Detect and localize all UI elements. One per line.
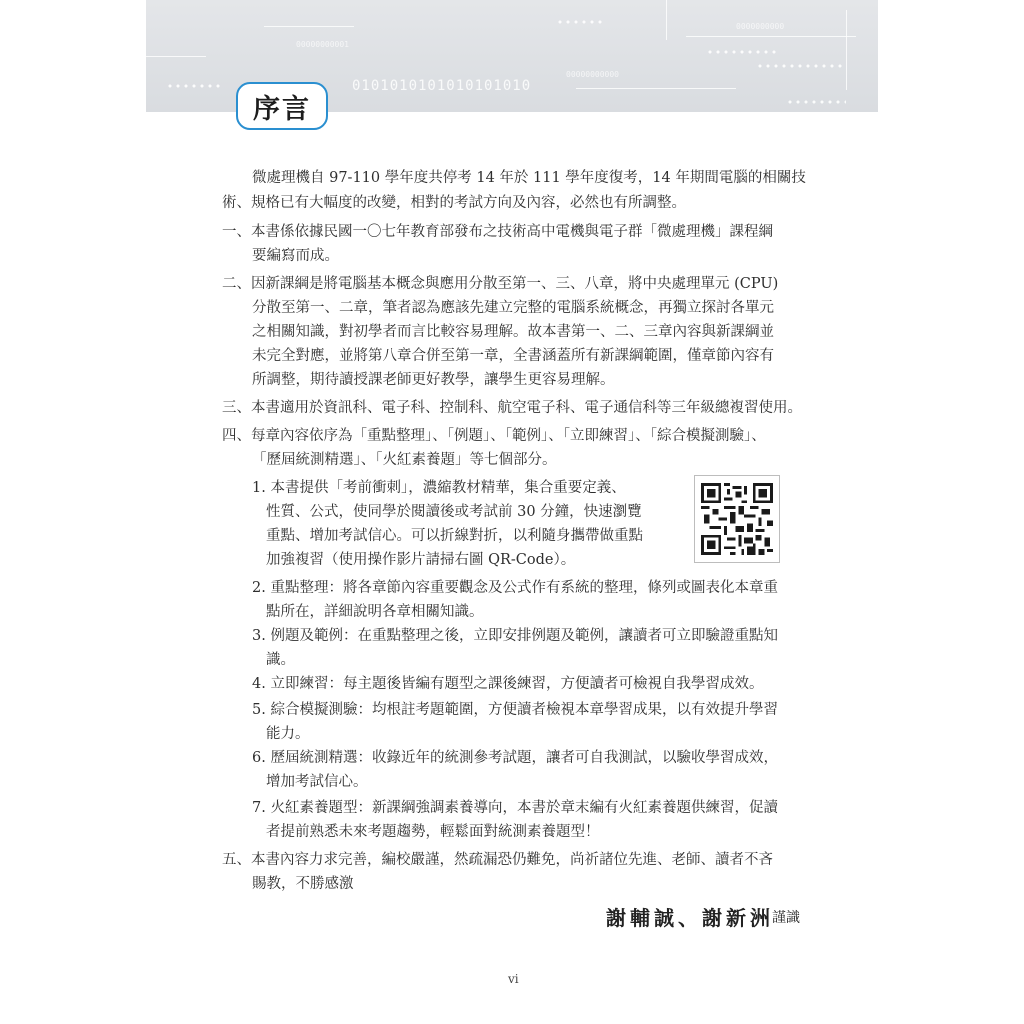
circuit-line: [846, 10, 847, 90]
dot-pattern: [166, 84, 222, 88]
circuit-line: [146, 56, 206, 57]
circuit-line: [264, 26, 354, 27]
dot-pattern: [706, 50, 776, 54]
title-badge: [236, 82, 328, 130]
list-item-line: 一、本書係依據民國一〇七年教育部發布之技術高中電機與電子群「微處理機」課程綱: [222, 224, 773, 240]
list-item-line: 之相關知識，對初學者而言比較容易理解。故本書第一、二、三章內容與新課綱並: [252, 324, 774, 340]
dot-pattern: [756, 64, 846, 68]
sub-item-line: 3. 例題及範例：在重點整理之後，立即安排例題及範例，讓讀者可立即驗證重點知: [252, 628, 778, 644]
sub-item-line: 增加考試信心。: [266, 774, 368, 790]
sub-item-line: 能力。: [266, 726, 310, 742]
dot-pattern: [786, 100, 846, 104]
dot-pattern: [556, 20, 604, 24]
list-item-line: 四、每章內容依序為「重點整理」、「例題」、「範例」、「立即練習」、「綜合模擬測驗」、: [222, 428, 766, 444]
author-signature: 謝輔誠、謝新洲: [606, 906, 774, 930]
binary-decoration: 00000000000: [566, 70, 619, 79]
list-item-line: 要編寫而成。: [252, 248, 339, 264]
sub-item-line: 5. 綜合模擬測驗：均根註考題範圍，方便讀者檢視本章學習成果，以有效提升學習: [252, 702, 778, 718]
list-item-line: 賜教，不勝感激: [252, 876, 354, 892]
sub-item-line: 點所在，詳細說明各章相關知識。: [266, 604, 484, 620]
sub-item-line: 4. 立即練習：每主題後皆編有題型之課後練習，方便讀者可檢視自我學習成效。: [252, 676, 764, 692]
signature-note: 謹識: [772, 910, 800, 926]
sub-item-line: 重點、增加考試信心。可以折線對折，以利隨身攜帶做重點: [266, 528, 643, 544]
binary-decoration: 0101010101010101010: [352, 78, 532, 94]
page-title: 序言: [253, 93, 311, 125]
sub-item-line: 加強複習（使用操作影片請掃右圖 QR-Code）。: [266, 552, 576, 568]
list-item-line: 五、本書內容力求完善，編校嚴謹，然疏漏恐仍難免，尚祈諸位先進、老師、讀者不吝: [222, 852, 773, 868]
sub-item-line: 2. 重點整理：將各章節內容重要觀念及公式作有系統的整理，條列或圖表化本章重: [252, 580, 778, 596]
list-item-line: 「歷屆統測精選」、「火紅素養題」等七個部分。: [252, 452, 557, 468]
intro-line: 微處理機自 97-110 學年度共停考 14 年於 111 學年度復考，14 年期間電腦的相關技: [252, 170, 806, 186]
list-item-line: 所調整，期待讀授課老師更好教學，讓學生更容易理解。: [252, 372, 615, 388]
sub-item-line: 7. 火紅素養題型：新課綱強調素養導向，本書於章末編有火紅素養題供練習，促讀: [252, 800, 778, 816]
circuit-line: [576, 88, 736, 89]
sub-item-line: 6. 歷屆統測精選：收錄近年的統測參考試題，讓者可自我測試，以驗收學習成效，: [252, 750, 778, 766]
sub-item-line: 1. 本書提供「考前衝刺」，濃縮教材精華，集合重要定義、: [252, 480, 626, 496]
circuit-line: [686, 36, 856, 37]
page-number: vi: [508, 972, 519, 986]
list-item-line: 二、因新課綱是將電腦基本概念與應用分散至第一、三、八章，將中央處理單元 (CPU): [222, 276, 779, 292]
list-item-line: 未完全對應，並將第八章合併至第一章，全書涵蓋所有新課綱範圍，僅章節內容有: [252, 348, 774, 364]
list-item-line: 三、本書適用於資訊科、電子科、控制科、航空電子科、電子通信科等三年級總複習使用。: [222, 400, 802, 416]
qr-code-icon: [701, 482, 773, 556]
binary-decoration: 00000000001: [296, 40, 349, 49]
circuit-line: [666, 0, 667, 40]
binary-decoration: 0000000000: [736, 22, 785, 31]
intro-line: 術、規格已有大幅度的改變，相對的考試方向及內容，必然也有所調整。: [222, 195, 686, 211]
sub-item-line: 者提前熟悉未來考題趨勢，輕鬆面對統測素養題型！: [266, 824, 600, 840]
sub-item-line: 性質、公式，使同學於閱讀後或考試前 30 分鐘，快速瀏覽: [266, 504, 642, 520]
list-item-line: 分散至第一、二章，筆者認為應該先建立完整的電腦系統概念，再獨立探討各單元: [252, 300, 774, 316]
sub-item-line: 識。: [266, 652, 295, 668]
qr-code[interactable]: [694, 475, 780, 563]
